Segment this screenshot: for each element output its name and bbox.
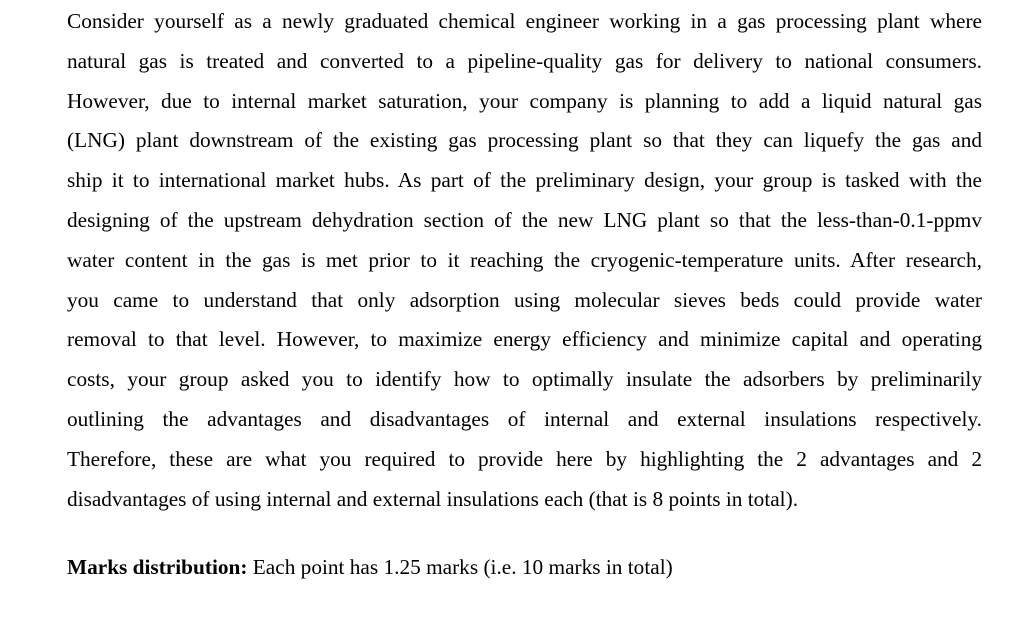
question-paragraph (67, 2, 982, 519)
paragraph-line: Consider yourself as a newly graduated chemical engineer working in a gas processing plant where (67, 9, 982, 33)
paragraph-line: ship it to international market hubs. As part of the preliminary design, your group is tasked with the (67, 168, 982, 193)
paragraph-line: However, due to internal market saturation, your company is planning to add a liquid natural gas (67, 88, 982, 113)
paragraph-line: Therefore, these are what you required to provide here by highlighting the 2 advantages and 2 (67, 446, 982, 471)
paragraph-line: natural gas is treated and converted to a pipeline-quality gas for delivery to national consumers. (67, 48, 982, 73)
paragraph-line: water content in the gas is met prior to it reaching the cryogenic-temperature units. After research, (67, 247, 982, 272)
marks-text: Each point has 1.25 marks (i.e. 10 marks in total) (247, 555, 673, 579)
paragraph-line: removal to that level. However, to maximize energy efficiency and minimize capital and operating (67, 327, 982, 352)
paragraph-line: you came to understand that only adsorption using molecular sieves beds could provide water (67, 287, 982, 312)
paragraph-line: designing of the upstream dehydration section of the new LNG plant so that the less-than-0.1-ppmv (67, 207, 982, 232)
paragraph-line: (LNG) plant downstream of the existing gas processing plant so that they can liquefy the gas and (67, 128, 982, 153)
marks-distribution (67, 548, 673, 588)
marks-label: Marks distribution: (67, 555, 248, 579)
paragraph-line: costs, your group asked you to identify how to optimally insulate the adsorbers by preliminarily (67, 367, 982, 392)
paragraph-line: disadvantages of using internal and external insulations each (that is 8 points in total). (67, 486, 799, 511)
paragraph-line: outlining the advantages and disadvantages of internal and external insulations respectively. (67, 406, 982, 431)
